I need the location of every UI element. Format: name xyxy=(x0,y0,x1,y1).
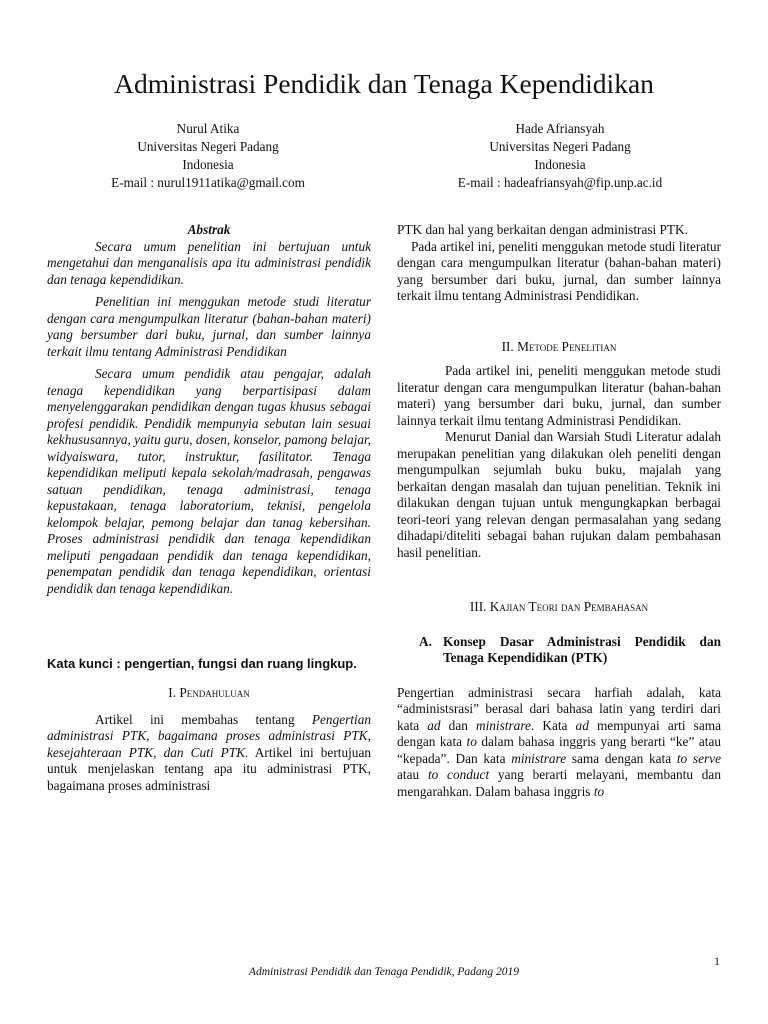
author-country: Indonesia xyxy=(534,157,586,172)
author-country: Indonesia xyxy=(182,157,234,172)
abstract-paragraph: Secara umum penelitian ini bertujuan untuk mengetahui dan menganalisis apa itu administrasi pendidik dan tenaga kependidikan. xyxy=(47,238,371,287)
author-block-1 xyxy=(40,120,376,192)
section-heading-theory: III. Kajian Teori dan Pembahasan xyxy=(469,599,649,614)
author-email: E-mail : hadeafriansyah@fip.unp.ac.id xyxy=(457,175,663,190)
abstract-paragraph: Penelitian ini menggukan metode studi literatur dengan cara mengumpulkan literatur (bahan-bahan materi) yang bersumber dari buku, jurnal, dan sumber lainnya terkait ilmu tentang Administrasi Pendidikan xyxy=(47,294,371,359)
paper-title: Administrasi Pendidik dan Tenaga Kependidikan xyxy=(114,68,654,99)
author-name: Nurul Atika xyxy=(176,121,240,136)
author-affiliation: Universitas Negeri Padang xyxy=(137,139,279,154)
theory-paragraph: Pengertian administrasi secara harfiah adalah, kata “administsrasi” berasal dari bahasa latin yang terdiri dari kata ad dan ministrare. Kata ad mempunyai arti sama dengan kata to dalam bahasa inggris yang berarti “ke” atau “kepada”. Dan kata ministrare sama dengan kata to serve atau to conduct yang berarti melayani, membantu dan mengarahkan. Dalam bahasa inggris to xyxy=(397,684,721,799)
author-affiliation: Universitas Negeri Padang xyxy=(489,139,631,154)
method-paragraph: Pada artikel ini, peneliti menggukan metode studi literatur dengan cara mengumpulkan literatur (bahan-bahan materi) yang bersumber dari buku, jurnal, dan sumber lainnya terkait ilmu tentang Administrasi Pendidikan. xyxy=(397,363,721,428)
page-number: 1 xyxy=(714,954,720,968)
intro-paragraph-continued: PTK dan hal yang berkaitan dengan administrasi PTK. xyxy=(397,222,688,237)
author-email: E-mail : nurul1911atika@gmail.com xyxy=(111,175,305,190)
page-footer: Administrasi Pendidik dan Tenaga Pendidik, Padang 2019 xyxy=(248,966,520,978)
intro-paragraph: Pada artikel ini, peneliti menggukan metode studi literatur dengan cara mengumpulkan literatur (bahan-bahan materi) yang bersumber dari buku, jurnal, dan sumber lainnya terkait ilmu tentang Administrasi Pendidikan. xyxy=(397,238,721,303)
method-paragraph: Menurut Danial dan Warsiah Studi Literatur adalah merupakan penelitian yang dilakukan oleh peneliti dengan mengumpulkan sejumlah buku buku, majalah yang berkaitan dengan masalah dan tujuan penelitian. Teknik ini dilakukan dengan tujuan untuk mengungkapkan berbagai teori-teori yang relevan dengan permasalahan yang sedang dihadapi/diteliti sebagai bahan rujukan dalam pembahasan hasil penelitian. xyxy=(397,429,721,560)
intro-paragraph: Artikel ini membahas tentang Pengertian administrasi PTK, bagaimana proses administrasi PTK, kesejahteraan PTK, dan Cuti PTK. Artikel ini bertujuan untuk menjelaskan tentang apa itu administrasi PTK, bagaimana proses administrasi xyxy=(47,711,371,793)
right-column xyxy=(397,222,721,800)
left-column xyxy=(47,222,371,794)
section-heading-method: II. Metode Penelitian xyxy=(501,338,617,354)
author-name: Hade Afriansyah xyxy=(515,121,605,136)
keywords: Kata kunci : pengertian, fungsi dan ruang lingkup. xyxy=(47,656,357,671)
abstract-heading: Abstrak xyxy=(187,222,231,237)
abstract-paragraph: Secara umum pendidik atau pengajar, adalah tenaga kependidikan yang berpartisipasi dalam menyelenggarakan pendidikan dengan tugas khusus sebagai profesi pendidik. Pendidik mempunyia sebutan lain sesuai kekhususannya, yaitu guru, dosen, konselor, pamong belajar, widyaiswara, tutor, instruktur, fasilitator. Tenaga kependidikan meliputi kepala sekolah/madrasah, pengawas satuan pendidikan, tenaga administrasi, tenaga kepustakaan, tenaga laboratorium, teknisi, pengelola kelompok belajar, pemong belajar dan tanag kebersihan. Proses administrasi pendidik dan tenaga kependidikan meliputi pengadaan pendidik dan tenaga kependidikan, penempatan pendidik dan tenaga kependidikan, orientasi pendidik dan tenaga kependidikan. xyxy=(47,366,371,596)
section-heading-introduction: I. Pendahuluan xyxy=(168,685,250,700)
subsection-heading: A. Konsep Dasar Administrasi Pendidik dan Tenaga Kependidikan (PTK) xyxy=(419,633,721,665)
author-block-2 xyxy=(392,120,728,192)
